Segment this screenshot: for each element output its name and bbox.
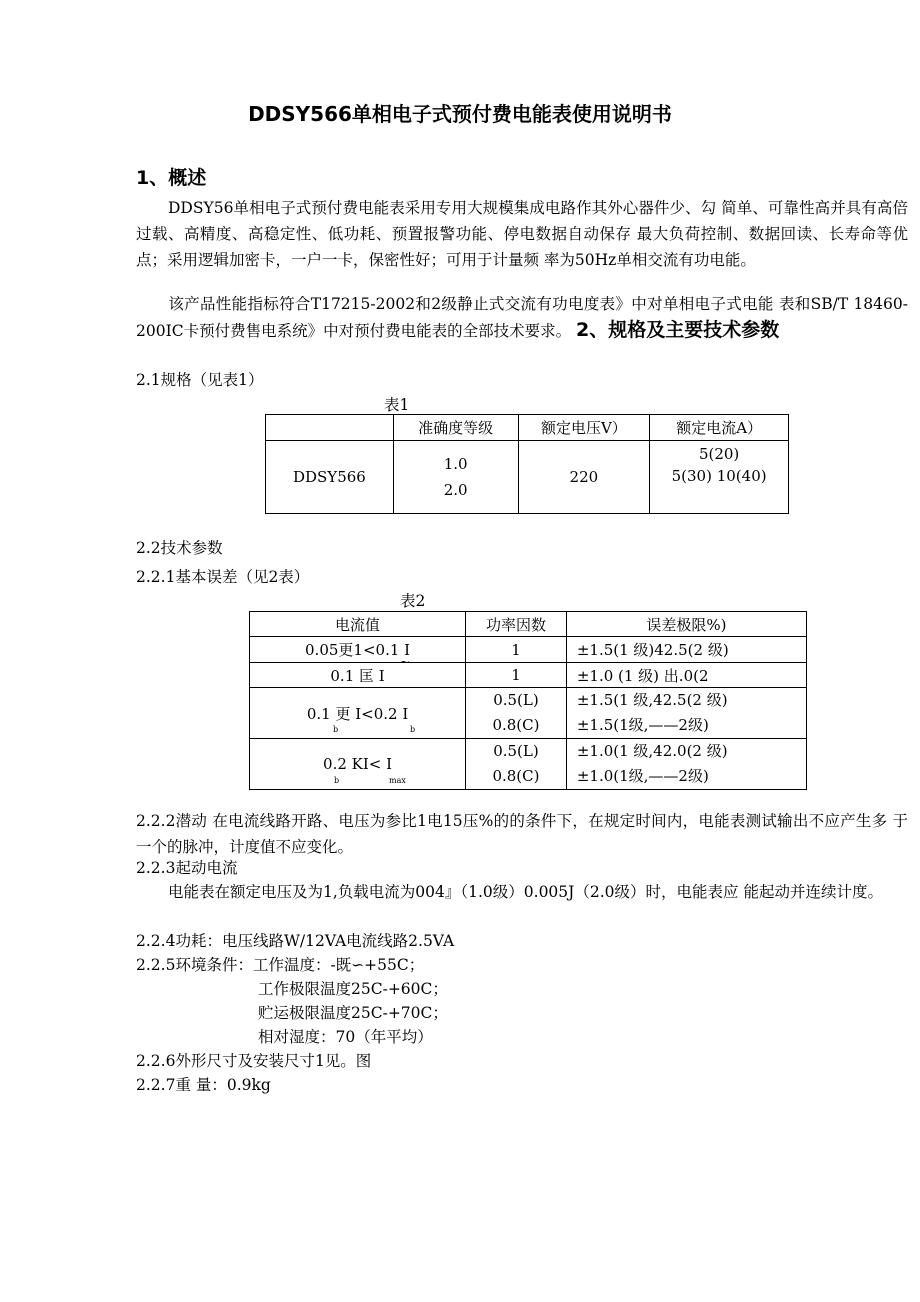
table2-header: 误差极限%) — [566, 612, 806, 637]
table2-error: ±1.0 (1 级) 出.0(2 — [566, 663, 806, 688]
table1-accuracy: 1.0 2.0 — [393, 441, 518, 514]
spec-2-2-6: 2.2.6外形尺寸及安装尺寸1见。图 — [136, 1052, 372, 1070]
spec-2-2-7: 2.2.7重 量：0.9kg — [136, 1076, 271, 1094]
spec-2-2: 2.2技术参数 — [136, 539, 223, 557]
spec-2-2-3-text: 电能表在额定电压及为1,负载电流为004』（1.0级）0.005J（2.0级）时，电能表应 能起动并连续计度。 — [168, 883, 883, 901]
spec-2-2-5-line2: 工作极限温度25C-+60C； — [258, 980, 448, 998]
table1-caption: 表1 — [384, 396, 410, 414]
table1-header: 准确度等级 — [393, 415, 518, 441]
table2-pf: 0.5(L) 0.8(C) — [466, 688, 567, 739]
table2-pf: 1 — [466, 663, 567, 688]
table2-current: 0.05更1<0.1 I — [250, 637, 466, 663]
spec-2-2-2: 2.2.2潜动 在电流线路开路、电压为参比1电15压%的的条件下，在规定时间内，电能表测试输出不应产生多 于一个的脉冲，计度值不应变化。 — [136, 812, 908, 856]
table2-current: 0.1 更 I<0.2 I b b — [250, 688, 466, 739]
page-title: DDSY566单相电子式预付费电能表使用说明书 — [248, 102, 672, 126]
table1-voltage: 220 — [518, 441, 650, 514]
table2-current: 0.1 匡 I ~ — [250, 663, 466, 688]
spec-2-2-5-line4: 相对湿度：70（年平均） — [258, 1028, 433, 1046]
table2-error: ±1.5(1 级)42.5(2 级) — [566, 637, 806, 663]
table2-caption: 表2 — [400, 592, 426, 610]
table2-error: ±1.0(1 级,42.0(2 级) ±1.0(1级,——2级) — [566, 739, 806, 790]
table2-header: 功率因数 — [466, 612, 567, 637]
table2-pf: 1 — [466, 637, 567, 663]
table2-header: 电流值 — [250, 612, 466, 637]
table-1 — [265, 414, 789, 514]
table2-pf: 0.5(L) 0.8(C) — [466, 739, 567, 790]
section-2-heading: 2、规格及主要技术参数 — [576, 319, 780, 341]
table2-error: ±1.5(1 级,42.5(2 级) ±1.5(1级,——2级) — [566, 688, 806, 739]
table-2 — [249, 611, 807, 790]
table1-header — [266, 415, 394, 441]
table1-header: 额定电流A） — [650, 415, 789, 441]
spec-2-2-5-line3: 贮运极限温度25C-+70C； — [258, 1004, 448, 1022]
table2-current: 0.2 KI< I b max — [250, 739, 466, 790]
spec-2-1: 2.1规格（见表1） — [136, 371, 264, 389]
section-1-heading: 1、概述 — [136, 167, 207, 189]
overview-paragraph-2: 该产品性能指标符合T17215-2002和2级静止式交流有功电度表》中对单相电子式电能 表和SB/T 18460-200IC卡预付费售电系统》中对预付费电能表的全部技术要求。 2、规格及主要技术参数 — [136, 295, 908, 341]
spec-2-2-5: 2.2.5环境条件：工作温度：-既∽+55C； — [136, 956, 425, 974]
overview-paragraph-1: DDSY56单相电子式预付费电能表采用专用大规模集成电路作其外心器件少、勾 简单、可靠性高并具有高倍过载、高精度、高稳定性、低功耗、预置报警功能、停电数据自动保存 最大负荷控制、数据回读、长寿命等优点；采用逻辑加密卡，一户一卡，保密性好；可用于计量频 率为50Hz单相交流有功电能。 — [136, 199, 908, 269]
spec-2-2-3: 2.2.3起动电流 — [136, 859, 238, 877]
table1-model: DDSY566 — [266, 441, 394, 514]
table1-header: 额定电压V） — [518, 415, 650, 441]
table1-current: 5(20) 5(30) 10(40) — [650, 441, 789, 514]
spec-2-2-1: 2.2.1基本误差（见2表） — [136, 568, 310, 586]
spec-2-2-4: 2.2.4功耗：电压线路W/12VA电流线路2.5VA — [136, 932, 455, 950]
